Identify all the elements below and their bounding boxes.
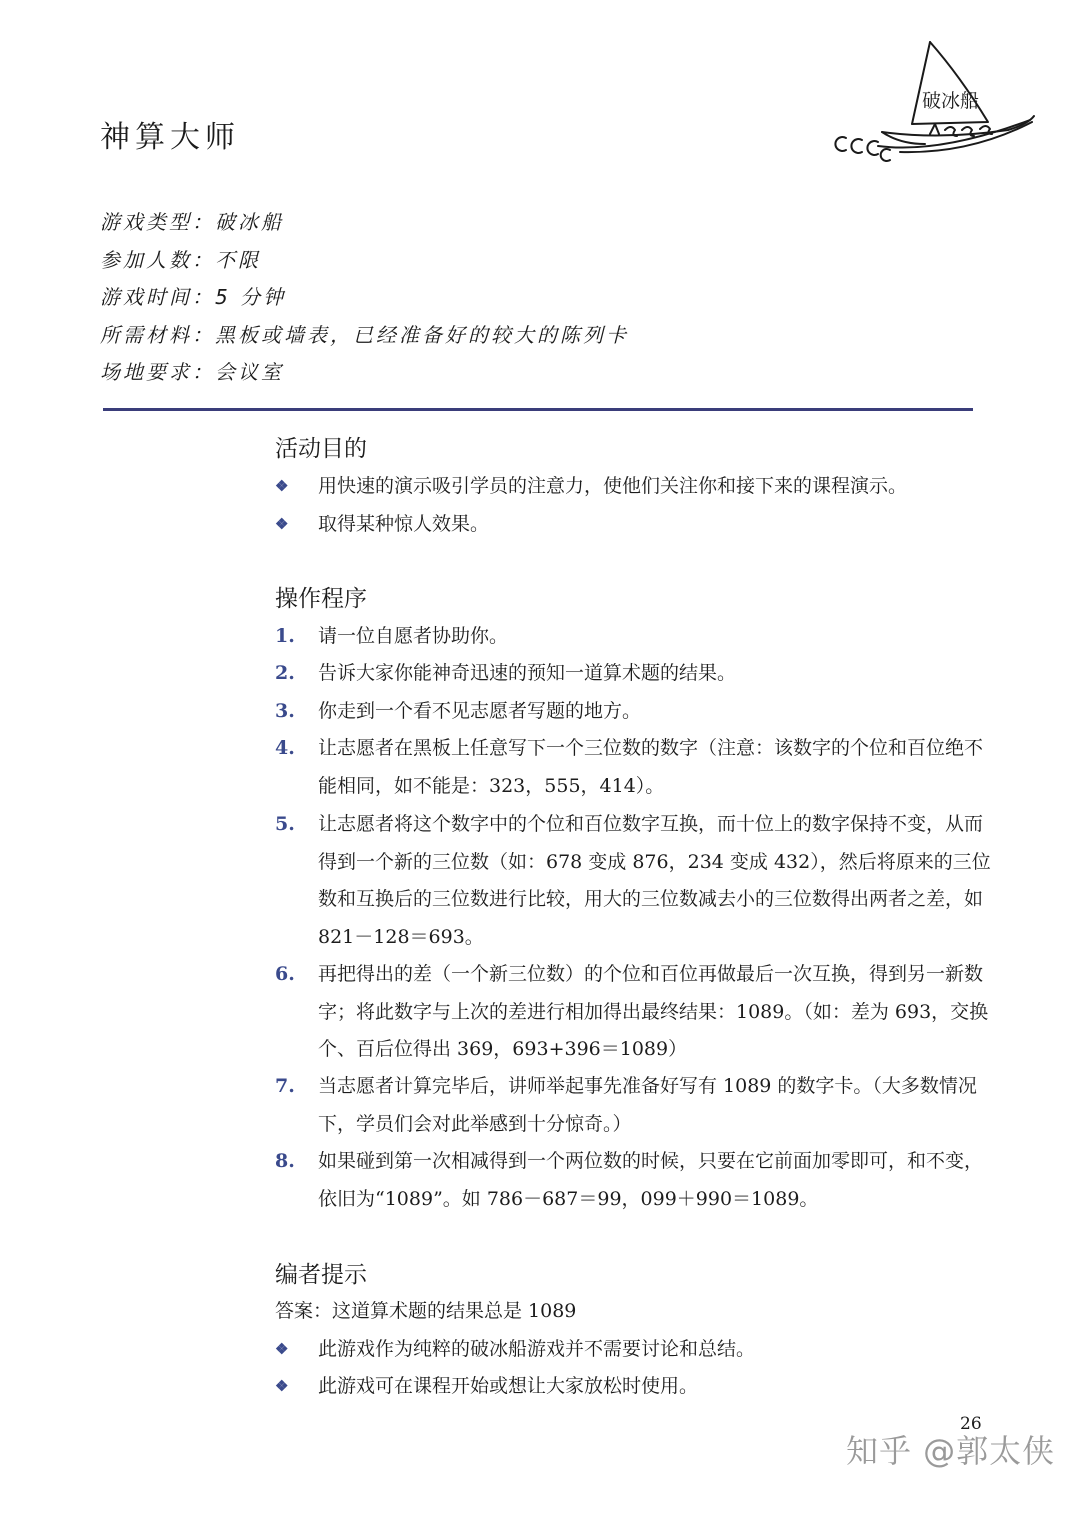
step-text: 让志愿者将这个数字中的个位和百位数字互换，而十位上的数字保持不变，从而得到一个新的三位数（如：678 变成 876，234 变成 432），然后将原来的三位数和互换后的三位数进行比较，用大的三位数减去小的三位数得出两者之差，如 821－128＝693。 xyxy=(318,813,991,948)
bullet-icon: ❖ xyxy=(275,515,289,533)
info-venue: 场地要求：会议室 xyxy=(100,360,284,384)
section-heading-notes: 编者提示 xyxy=(275,1262,367,1288)
icebreaker-logo xyxy=(820,36,1050,176)
bullet-icon: ❖ xyxy=(275,1340,289,1358)
step-text: 你走到一个看不见志愿者写题的地方。 xyxy=(318,700,642,722)
step-number: 2. xyxy=(275,662,295,684)
step-text: 请一位自愿者协助你。 xyxy=(318,625,509,647)
step-number: 1. xyxy=(275,625,295,647)
bullet-icon: ❖ xyxy=(275,1377,289,1395)
step-number: 7. xyxy=(275,1075,295,1097)
step-text: 再把得出的差（一个新三位数）的个位和百位再做最后一次互换，得到另一新数字；将此数字与上次的差进行相加得出最终结果：1089。（如：差为 693，交换个、百后位得出 369，693+396＝1089） xyxy=(318,963,989,1060)
step-text: 如果碰到第一次相减得到一个两位数的时候，只要在它前面加零即可，和不变，依旧为“1089”。如 786－687＝99，099＋990＝1089。 xyxy=(318,1150,984,1210)
info-materials: 所需材料：黑板或墙表，已经准备好的较大的陈列卡 xyxy=(100,322,629,347)
bullet-icon: ❖ xyxy=(275,477,289,495)
step-text: 当志愿者计算完毕后，讲师举起事先准备好写有 1089 的数字卡。（大多数情况下，学员们会对此举感到十分惊奇。） xyxy=(318,1075,977,1135)
objective-text: 取得某种惊人效果。 xyxy=(318,513,490,535)
answer-line: 答案：这道算术题的结果总是 1089 xyxy=(275,1300,577,1322)
objective-text: 用快速的演示吸引学员的注意力，使他们关注你和接下来的课程演示。 xyxy=(318,475,908,497)
info-participants: 参加人数：不限 xyxy=(100,247,261,272)
step-number: 8. xyxy=(275,1150,295,1172)
step-number: 3. xyxy=(275,700,295,722)
step-number: 4. xyxy=(275,737,295,759)
section-heading-objective: 活动目的 xyxy=(275,436,367,462)
watermark: 知乎 @郭太侠 xyxy=(846,1432,1056,1470)
info-duration: 游戏时间：5 分钟 xyxy=(100,285,287,309)
page-title: 神算大师 xyxy=(100,120,240,155)
game-info xyxy=(100,204,629,392)
info-game-type: 游戏类型：破冰船 xyxy=(100,210,284,234)
step-number: 5. xyxy=(275,813,295,835)
step-number: 6. xyxy=(275,963,295,985)
note-text: 此游戏作为纯粹的破冰船游戏并不需要讨论和总结。 xyxy=(318,1338,756,1360)
divider xyxy=(103,408,973,411)
logo-label: 破冰船 xyxy=(922,90,980,112)
page-number: 26 xyxy=(960,1414,982,1434)
step-text: 让志愿者在黑板上任意写下一个三位数的数字（注意：该数字的个位和百位绝不能相同，如不能是：323，555，414）。 xyxy=(318,737,984,797)
step-text: 告诉大家你能神奇迅速的预知一道算术题的结果。 xyxy=(318,662,737,684)
note-text: 此游戏可在课程开始或想让大家放松时使用。 xyxy=(318,1375,699,1397)
section-heading-procedure: 操作程序 xyxy=(275,586,367,612)
